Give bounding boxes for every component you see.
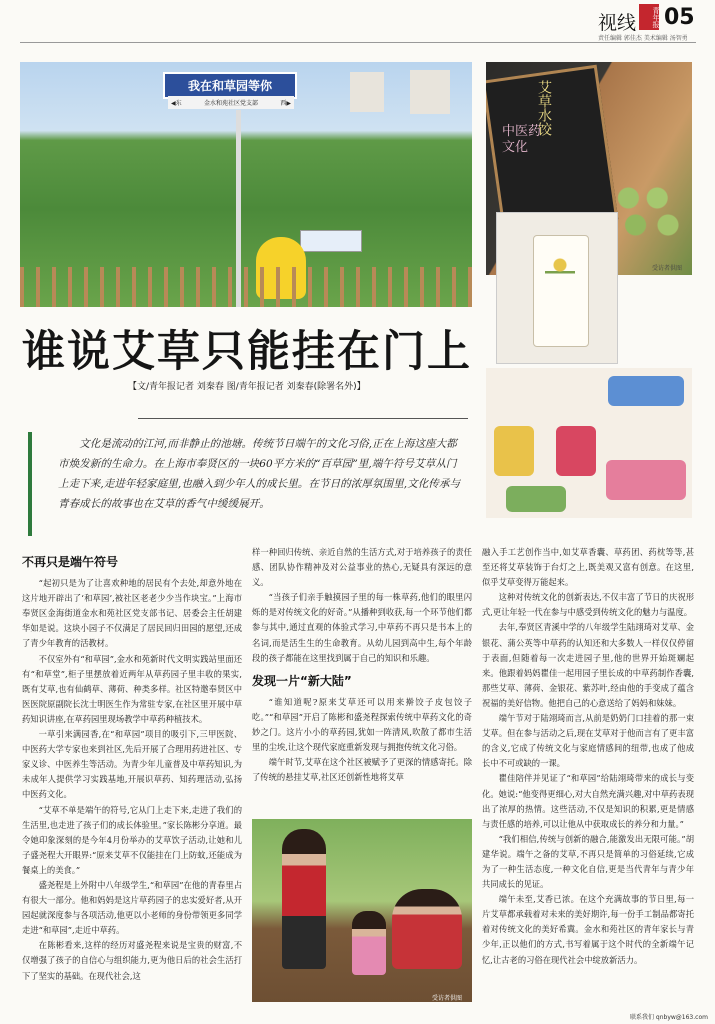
- sign-west: 西▶: [280, 100, 291, 107]
- paragraph: “起初只是为了让喜欢种地的居民有个去处,却意外地在这片地开辟出了‘和草园’,被社区老老少少当作块宝。”上海市奉贤区金海街道金水和苑社区党支部书记、居委会主任胡建华如是说。这块小园子不仅满足了居民回归田园的愿望,还成了青少年教育的活教材。: [22, 578, 242, 649]
- sign-road: 金水和苑社区党支部: [203, 100, 258, 107]
- garden-sign: 我在和草园等你: [163, 72, 297, 99]
- paragraph: 端午时节,艾草在这个社区被赋予了更深的情感寄托。除了传统的悬挂艾草,社区还创新性地将艾草: [252, 757, 472, 783]
- paragraph: “谁知道呢?原来艾草还可以用来擀饺子皮包饺子吃。”“和草园”开启了陈彬和盛尧程探索传统中草药文化的奇妙之门。这片小小的草药园,犹如一阵清风,吹散了都市生活里的尘埃,让这个现代家庭重新发现与拥抱传统文化习俗。: [252, 696, 472, 753]
- editors-line: 责任编辑 郭佳杰 美术编辑 汤智勇: [598, 35, 688, 42]
- sign-subtitle: [168, 96, 294, 109]
- paragraph: “艾草不单是端午的符号,它从门上走下来,走进了我们的生活里,也走进了孩子们的成长体验里。”家长陈彬分享道。最令她印象深刻的是今年4月份举办的艾草饮子活动,让她和儿子盛尧程大开眼界:“原来艾草不仅能挂在门上防蚊,还能成为餐桌上的美食。”: [22, 804, 242, 875]
- section-heading: 不再只是端午符号: [22, 555, 119, 569]
- paragraph: 瞿佳陪伴并见证了“和草园”给陆翊琦带来的成长与变化。她说:“他变得更细心,对大自然充满兴趣,对中草药表现出了浓厚的热情。这些活动,不仅是知识的积累,更是情感与责任感的培养,可以让他从中获取成长的养分和力量。”: [482, 773, 694, 829]
- section-title: 视线: [598, 12, 637, 34]
- paragraph: 样一种回归传统、亲近自然的生活方式,对于培养孩子的责任感、团队协作精神及对公益事业的热心,无疑具有深远的意义。: [252, 547, 472, 588]
- sign-east: ◀东: [171, 100, 182, 107]
- paragraph: 这种对传统文化的创新表达,不仅丰富了节日的庆祝形式,更让年轻一代在参与中感受到传统文化的魅力与温度。: [482, 592, 694, 618]
- green-dumplings: [614, 180, 686, 240]
- person-standing: [282, 829, 326, 969]
- building-shape: [410, 70, 450, 114]
- paragraph: “我们相信,传统与创新的融合,能激发出无限可能。”胡建华说。端午之备的艾草,不再只是简单的习俗延续,它成为了一种生活态度,一种文化自信,更是当代青年与青少年共同成长的见证。: [482, 833, 694, 890]
- section-heading: 发现一片“新大陆”: [252, 673, 352, 688]
- column-1: [22, 555, 242, 984]
- person-kneeling: [392, 889, 462, 969]
- intro-rule: [138, 418, 468, 419]
- column-3: [482, 545, 694, 968]
- paragraph: 一草引来满园香,在“和草园”项目的吸引下,三甲医院、中医药大学专家也来到社区,先后开展了合理用药进社区、专家义诊、中医养生等活动。为青少年儿童普及中草药知识,为未成年人提供学习实践基地,开展识草药、知药理活动,弘扬中医药文化。: [22, 729, 242, 800]
- pressed-flower-cup-photo: [496, 212, 618, 364]
- gardening-family-photo: [252, 819, 472, 1002]
- sachet: [506, 486, 566, 512]
- intro-text: 文化是流动的江河,而非静止的池塘。传统节日端午的文化习俗,正在上海这座大都市焕发新的生命力。在上海市奉贤区的一块60平方米的“百草园”里,端午符号艾草从门上走下来,走进年轻家庭里,也融入到少年人的成长里。在节日的浓厚氛围里,文化传承与青春成长的故事也在艾草的香气中缓缓展开。: [58, 438, 461, 510]
- wooden-fence: [20, 267, 472, 307]
- footer-contact: 联系我们 qnbyw@163.com: [630, 1014, 708, 1021]
- building-shape: [350, 72, 384, 112]
- paragraph: 在陈彬看来,这样的经历对盛尧程来说是宝贵的财富,不仅增强了孩子的自信心与组织能力,更为他日后的社会生活打下了坚实的基础。在现代社会,这: [22, 940, 242, 981]
- slate-lettering-pink: 中医药文化: [502, 124, 542, 155]
- slate-lettering: 艾草水饺: [536, 80, 552, 136]
- sachet: [494, 426, 534, 476]
- paragraph: 盛尧程是上外附中八年级学生,“和草园”在他的青春里占有很大一部分。他和妈妈是这片草药园子的忠实爱好者,从开园起就深度参与各项活动,他更以小老师的身份带领更多同学走进“和草园”,走近中草药。: [22, 879, 242, 936]
- page-header: [0, 0, 715, 44]
- photo-credit: 受访者供图: [432, 995, 463, 1002]
- garden-photo: [20, 62, 472, 307]
- byline: 【文/青年报记者 刘秦春 图/青年报记者 刘秦春(除署名外)】: [128, 382, 366, 392]
- sachet: [606, 460, 686, 500]
- info-board: [300, 230, 362, 252]
- page-number: 05: [664, 5, 695, 30]
- sachets-photo: [486, 368, 692, 518]
- pressed-flower: [545, 253, 575, 313]
- intro-bar: [28, 432, 32, 536]
- headline: 谁说艾草只能挂在门上: [22, 327, 472, 377]
- child-figure: [352, 911, 386, 975]
- paragraph: “当孩子们亲手触摸园子里的每一株草药,他们的眼里闪烁的是对传统文化的好奇。”从播种到收获,每一个环节他们都参与其中,通过直观的体验式学习,中草药不再只是书本上的名词,而是活生生的生命教育。从幼儿园到高中生,每个年龄段的孩子都能在这里找到属于自己的知识和乐趣。: [252, 592, 472, 663]
- paragraph: 端午节对于陆翊琦而言,从前是奶奶门口挂着的那一束艾草。但在参与活动之后,现在艾草对于他而言有了更丰富的含义,它成了传统文化与家庭情感间的纽带,也成了他成长中不可或缺的一课。: [482, 713, 694, 769]
- sachet: [556, 426, 596, 476]
- sachet: [608, 376, 684, 406]
- newspaper-logo: 青年报: [639, 4, 659, 30]
- paragraph: 去年,奉贤区青溪中学的八年级学生陆翊琦对艾草、金银花、蒲公英等中草药的认知还和大多数人一样仅仅停留于表面,但随着每一次走进园子里,他的世界开始斑斓起来。他跟着妈妈瞿佳一起用园子里长成的中草药制作香囊,那些艾草、薄荷、金银花、紫苏叶,经由他的手变成了蕴含祝福的美好信物。他把自己的心意送给了妈妈和妹妹。: [482, 622, 694, 708]
- paragraph: 融入手工艺创作当中,如艾草香囊、草药团、药枕等等,甚至还将艾草装饰于台灯之上,既美观又富有创意。在这里,似乎艾草变得万能起来。: [482, 547, 694, 588]
- photo-credit: 受访者供图: [652, 265, 683, 272]
- paragraph: 不仅室外有“和草园”,金水和苑新时代文明实践站里面还有“和草堂”,柜子里摆放着近两年从草药园子里丰收的果实,既有艾草,也有仙鹤草、薄荷、种类多样。社区特邀奉贤区中医医院原副院长沈士明医生作为常驻专家,在社区里开展中草药知识讲座,在草药园里现场教学中草药种植技术。: [22, 653, 242, 724]
- header-rule: [20, 42, 696, 43]
- column-2: [252, 545, 472, 785]
- intro-box: [28, 418, 468, 536]
- paragraph: 端午未至,艾香已浓。在这个充满故事的节日里,每一片艾草都承载着对未来的美好期许,每一份手工制品都寄托着对传统文化的美好希冀。金水和苑社区的青年家长与青少年,正以他们的方式,书写着属于这个时代的全新端午记忆,让古老的习俗在现代社会中绽放新活力。: [482, 894, 694, 965]
